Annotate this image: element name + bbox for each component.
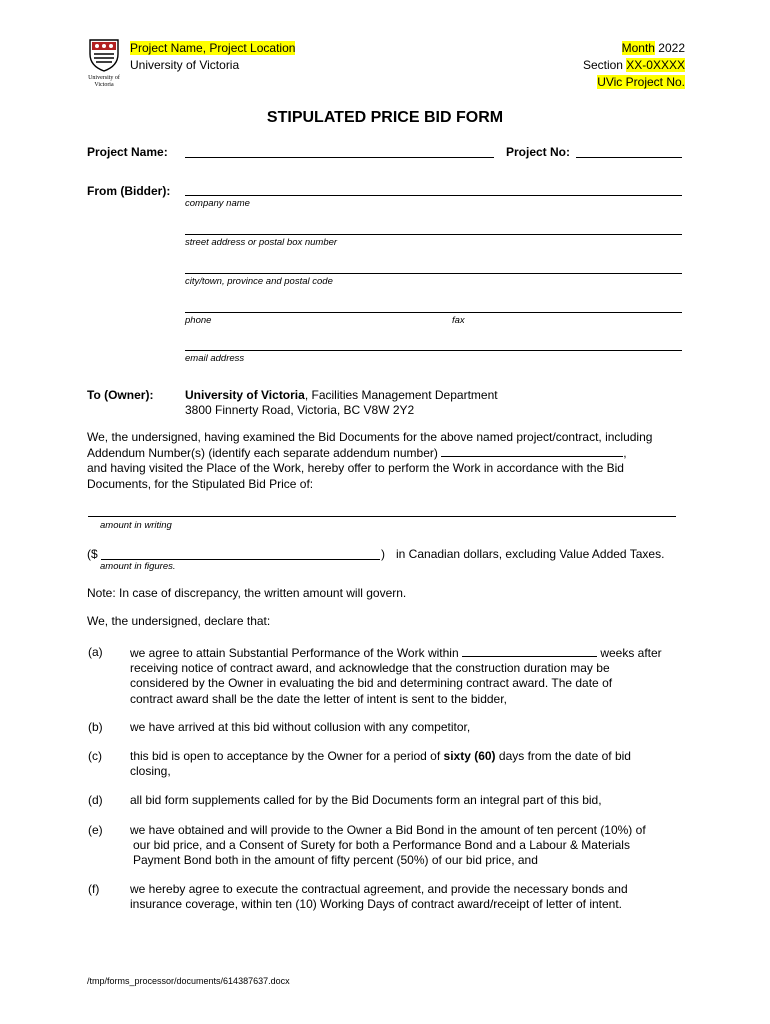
company-name-field[interactable] (185, 195, 682, 196)
sixty-days: sixty (60) (443, 749, 496, 763)
project-no-label: Project No: (506, 145, 571, 159)
dollar-close: ) (381, 547, 385, 561)
item-c-label: (c) (88, 749, 102, 763)
project-no-field[interactable] (576, 157, 682, 158)
offer-line-3: and having visited the Place of the Work, hereby offer to perform the Work in accordance with the Bid (87, 461, 624, 476)
university-logo (86, 38, 122, 88)
section-prefix: Section (582, 58, 627, 72)
addendum-field[interactable] (441, 445, 623, 457)
logo-wordmark: University of Victoria (88, 75, 120, 88)
offer-line-1: We, the undersigned, having examined the Bid Documents for the above named project/contract, including (87, 430, 653, 444)
item-f-line-2: insurance coverage, within ten (10) Working Days of contract award/receipt of letter of intent. (130, 897, 623, 912)
project-name-label: Project Name: (87, 145, 168, 159)
item-a-line-2: receiving notice of contract award, and acknowledge that the construction duration may be (130, 661, 610, 676)
crest-icon (86, 38, 122, 72)
offer-line-4: Documents, for the Stipulated Bid Price of: (87, 476, 314, 491)
amount-figures-caption: amount in figures. (100, 561, 176, 572)
year: 2022 (654, 41, 685, 55)
owner-name: University of Victoria (185, 388, 305, 402)
item-e-line-2: our bid price, and a Consent of Surety for both a Performance Bond and a Labour & Materials (133, 838, 630, 853)
section-code: XX-0XXXX (626, 58, 685, 72)
city-caption: city/town, province and postal code (185, 276, 333, 287)
item-f-line-1: we hereby agree to execute the contractual agreement, and provide the necessary bonds and (130, 882, 628, 896)
project-name-field[interactable] (185, 157, 494, 158)
fax-caption: fax (452, 315, 465, 326)
email-caption: email address (185, 353, 245, 364)
item-e-label: (e) (88, 823, 103, 837)
amount-writing-caption: amount in writing (100, 520, 172, 531)
item-e-line-1: we have obtained and will provide to the Owner a Bid Bond in the amount of ten percent (10%) of (130, 823, 646, 837)
item-a-line-4: contract award shall be the date the letter of intent is sent to the bidder, (130, 691, 507, 706)
item-b-label: (b) (88, 720, 103, 734)
item-b-text: we have arrived at this bid without collusion with any competitor, (130, 720, 471, 734)
email-field[interactable] (185, 350, 682, 351)
uvic-project-no: UVic Project No. (597, 75, 685, 89)
month: Month (621, 41, 655, 55)
item-d-label: (d) (88, 793, 103, 807)
company-name-caption: company name (185, 198, 250, 209)
bidder-label: From (Bidder): (87, 184, 171, 198)
item-a-label: (a) (88, 645, 103, 659)
page-title: STIPULATED PRICE BID FORM (266, 109, 504, 126)
dollar-open: ($ (87, 547, 98, 561)
amount-figures-field[interactable] (101, 559, 380, 560)
street-address-caption: street address or postal box number (185, 237, 338, 248)
item-d-text: all bid form supplements called for by the Bid Documents form an integral part of this bid, (130, 793, 602, 807)
project-name-location: Project Name, Project Location (130, 41, 296, 55)
item-f-label: (f) (88, 882, 100, 896)
street-address-field[interactable] (185, 234, 682, 235)
owner-address: 3800 Finnerty Road, Victoria, BC V8W 2Y2 (185, 403, 415, 418)
owner-label: To (Owner): (87, 388, 154, 402)
owner-department: , Facilities Management Department (304, 388, 498, 402)
footer-path: /tmp/forms_processor/documents/614387637.docx (87, 976, 290, 986)
weeks-field[interactable] (462, 645, 597, 657)
amount-writing-field[interactable] (88, 516, 676, 517)
declare-statement: We, the undersigned, declare that: (87, 614, 271, 628)
university-name: University of Victoria (130, 58, 240, 72)
item-e-line-3: Payment Bond both in the amount of fifty percent (50%) of our bid price, and (133, 853, 538, 868)
item-c-line-2: closing, (130, 764, 171, 779)
city-field[interactable] (185, 273, 682, 274)
phone-caption: phone (185, 315, 212, 326)
offer-line-2: Addendum Number(s) (identify each separate addendum number) (87, 446, 438, 461)
discrepancy-note: Note: In case of discrepancy, the written amount will govern. (87, 586, 407, 600)
item-a-line-3: considered by the Owner in evaluating the bid and determining contract award. The date of (130, 676, 613, 691)
phone-fax-field[interactable] (185, 312, 682, 313)
currency-note: in Canadian dollars, excluding Value Added Taxes. (396, 547, 665, 561)
item-a-line-1: we agree to attain Substantial Performance of the Work within (130, 646, 459, 660)
